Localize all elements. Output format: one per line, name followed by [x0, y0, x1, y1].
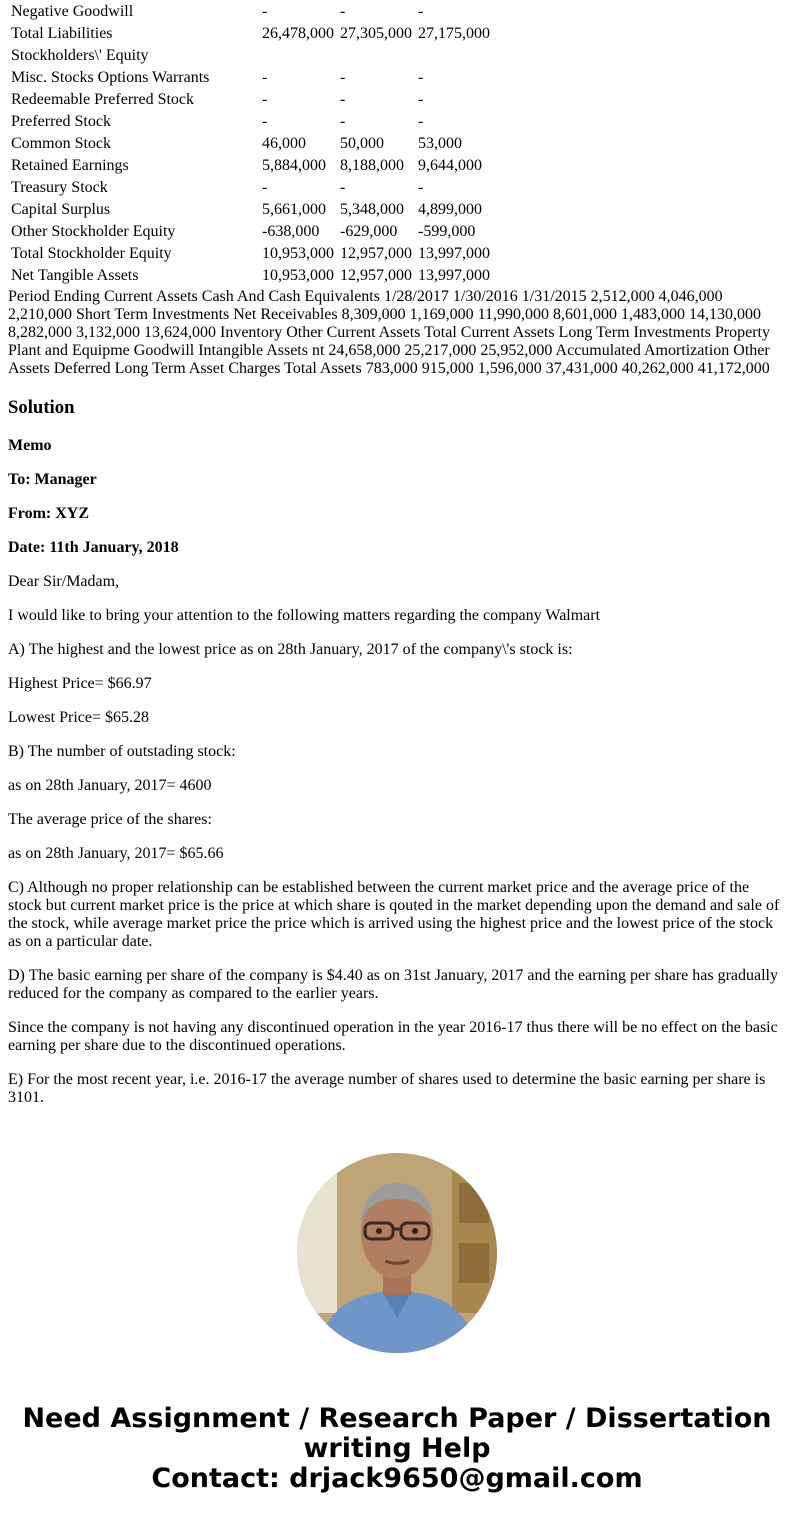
table-row: [8, 111, 493, 133]
memo-date: Date: 11th January, 2018: [8, 539, 179, 556]
point-d: D) The basic earning per share of the company is $4.40 as on 31st January, 2017 and the earning per share has gradually reduced for the company as compared to the earlier years.: [8, 967, 778, 1002]
value-2016: -: [340, 69, 346, 86]
value-2015: 53,000: [418, 135, 462, 152]
value-2017: 26,478,000: [262, 25, 334, 42]
value-2017: 10,953,000: [262, 245, 334, 262]
value-2017: -: [262, 91, 268, 108]
value-2016: -: [340, 113, 346, 130]
memo-from: From: XYZ: [8, 505, 90, 522]
average-price-label: The average price of the shares:: [8, 811, 212, 828]
balance-sheet-table: [8, 1, 493, 287]
value-2015: -: [418, 69, 424, 86]
value-2015: 13,997,000: [418, 267, 490, 284]
table-row: [8, 89, 493, 111]
point-c: C) Although no proper relationship can be established between the current market price and the average price of the stock but current market price is the price at which share is qouted in the market depending upon the demand and sale of the stock, while average market price the price which is arrived using the highest price and the lowest price of the stock as on a particular date.: [8, 879, 780, 950]
memo-title: Memo: [8, 437, 52, 454]
value-2015: -: [418, 3, 424, 20]
value-2016: -629,000: [340, 223, 398, 240]
value-2015: -: [418, 113, 424, 130]
row-label: Capital Surplus: [11, 201, 111, 218]
value-2017: -: [262, 3, 268, 20]
highest-price: Highest Price= $66.97: [8, 675, 152, 692]
table-row: [8, 23, 493, 45]
row-label: Treasury Stock: [11, 179, 108, 196]
value-2016: 12,957,000: [340, 245, 412, 262]
value-2017: -: [262, 179, 268, 196]
value-2016: 12,957,000: [340, 267, 412, 284]
cta-line-1: Need Assignment / Research Paper / Dissertation: [22, 1403, 772, 1434]
value-2016: [337, 45, 415, 67]
table-row: [8, 243, 493, 265]
value-2017: 46,000: [262, 135, 306, 152]
row-label: Total Liabilities: [11, 25, 113, 42]
table-row: [8, 265, 493, 287]
value-2015: -: [418, 91, 424, 108]
value-2016: -: [340, 179, 346, 196]
value-2015: 9,644,000: [418, 157, 482, 174]
cta-contact: Contact: drjack9650@gmail.com: [151, 1463, 643, 1494]
value-2015: 4,899,000: [418, 201, 482, 218]
table-row: [8, 199, 493, 221]
point-e: E) For the most recent year, i.e. 2016-17 the average number of shares used to determine the basic earning per share is 3101.: [8, 1071, 766, 1106]
cta-line-2: writing Help: [303, 1433, 491, 1464]
table-row: [8, 221, 493, 243]
row-label: Negative Goodwill: [11, 3, 134, 20]
value-2017: 5,661,000: [262, 201, 326, 218]
row-label: Total Stockholder Equity: [11, 245, 172, 262]
row-label: Other Stockholder Equity: [11, 223, 176, 240]
author-photo: [297, 1153, 497, 1353]
point-d-followup: Since the company is not having any discontinued operation in the year 2016-17 thus there will be no effect on the basic earning per share due to the discontinued operations.: [8, 1019, 778, 1054]
point-b: B) The number of outstading stock:: [8, 743, 236, 760]
value-2017: -: [262, 69, 268, 86]
memo-to: To: Manager: [8, 471, 97, 488]
row-label: Stockholders\' Equity: [11, 47, 149, 64]
table-row: [8, 1, 493, 23]
value-2015: 27,175,000: [418, 25, 490, 42]
value-2015: -599,000: [418, 223, 476, 240]
value-2016: 8,188,000: [340, 157, 404, 174]
row-label: Retained Earnings: [11, 157, 129, 174]
intro-paragraph: I would like to bring your attention to the following matters regarding the company Walmart: [8, 607, 601, 624]
table-row: [8, 133, 493, 155]
run-on-balance-text: Period Ending Current Assets Cash And Cash Equivalents 1/28/2017 1/30/2016 1/31/2015 2,512,000 4,046,000 2,210,000 Short Term Investments Net Receivables 8,309,000 1,169,000 11,990,000 8,601,000 1,483,000 14,130,000 8,282,000 3,132,000 13,624,000 Inventory Other Current Assets Total Current Assets Long Term Investments Property Plant and Equipme Goodwill Intangible Assets nt 24,658,000 25,217,000 25,952,000 Accumulated Amortization Other Assets Deferred Long Term Asset Charges Total Assets 783,000 915,000 1,596,000 37,431,000 40,262,000 41,172,000: [8, 288, 770, 377]
outstanding-stock-value: as on 28th January, 2017= 4600: [8, 777, 212, 794]
value-2015: 13,997,000: [418, 245, 490, 262]
value-2017: -638,000: [262, 223, 320, 240]
salutation: Dear Sir/Madam,: [8, 573, 120, 590]
author-portrait-icon: [297, 1153, 497, 1353]
lowest-price: Lowest Price= $65.28: [8, 709, 149, 726]
value-2017: 5,884,000: [262, 157, 326, 174]
value-2017: [259, 45, 337, 67]
value-2015: [415, 45, 493, 67]
value-2016: -: [340, 91, 346, 108]
solution-heading: Solution: [8, 397, 75, 418]
average-price-value: as on 28th January, 2017= $65.66: [8, 845, 224, 862]
value-2016: 5,348,000: [340, 201, 404, 218]
table-row: [8, 67, 493, 89]
row-label: Net Tangible Assets: [11, 267, 139, 284]
value-2016: -: [340, 3, 346, 20]
value-2016: 50,000: [340, 135, 384, 152]
row-label: Misc. Stocks Options Warrants: [11, 69, 210, 86]
balance-sheet-body: [8, 1, 493, 287]
row-label: Preferred Stock: [11, 113, 111, 130]
table-row: [8, 177, 493, 199]
row-label: Common Stock: [11, 135, 112, 152]
value-2015: -: [418, 179, 424, 196]
table-row: [8, 45, 493, 67]
row-label: Redeemable Preferred Stock: [11, 91, 195, 108]
point-a: A) The highest and the lowest price as on 28th January, 2017 of the company\'s stock is:: [8, 641, 573, 658]
value-2017: 10,953,000: [262, 267, 334, 284]
value-2017: -: [262, 113, 268, 130]
table-row: [8, 155, 493, 177]
value-2016: 27,305,000: [340, 25, 412, 42]
